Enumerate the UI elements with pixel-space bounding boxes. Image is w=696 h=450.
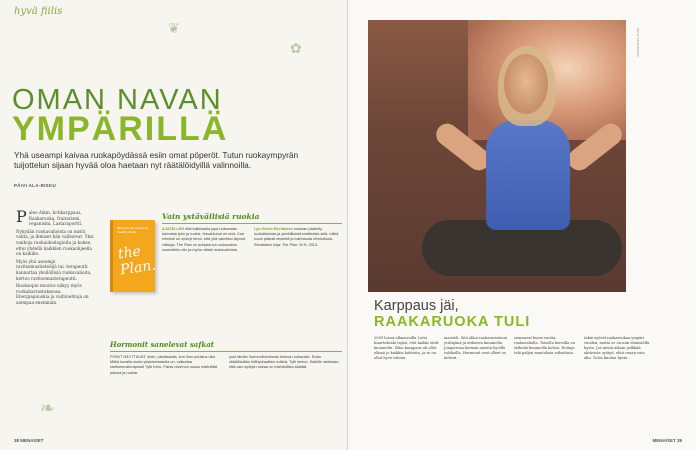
section-tag: hyvä fiilis	[14, 6, 63, 17]
article-column	[16, 207, 96, 308]
page-footer	[652, 438, 682, 443]
hormonit-column: POIKIT NÄYTTÄVÄT, tirsin, piedistavita, kun ihon puristus olisi. Mitkä kovalla mutta yksinkertaisella on, vaikuttaa ravitsemusterapeutti Tytti Kero. Paras ravinnon osuus määrittää painoa ja ruokia.	[110, 355, 217, 375]
hormonit-box	[110, 340, 342, 376]
magazine-name: MENAISET	[20, 438, 44, 443]
article-column: 2009 loivat alkuaivoilla Lotta Kaurtokoski tajusi, että kaikki eivät kuunneltu. Siksi karppaus oli ollut elämä jo kaikkia kohteita, ja se on ollut hyvä valinta.	[374, 336, 439, 360]
book-cover	[110, 220, 155, 292]
page-footer	[14, 438, 44, 443]
article-paragraph: Ruokaopin muutos näkyy myös ruokaharrastuksessa. Energiapuuskia ja vaihtoehtoja on aiempaa enemmän.	[16, 283, 89, 305]
page-number: 38	[14, 438, 20, 443]
sidebar-column	[254, 227, 341, 253]
sidebar-lead-word: AJATELLEN	[162, 227, 185, 231]
book-cover-title: the Plan.	[116, 243, 157, 279]
sidebar-title: Vain ystävällisiä ruokia	[162, 212, 342, 224]
page-number: 39	[676, 438, 682, 443]
dropcap: P	[16, 207, 27, 226]
sidebar-lead-word: Lyn-Genet Recitatsen	[254, 227, 293, 231]
lead-paragraph: Yhä useampi kaivaa ruokapöydässä esiin omat pöperöt. Tutun ruokaympyrän tuijottelun sijaan hyvää oloa haetaan nyt räätälöidyillä valinnoilla.	[14, 150, 299, 170]
article-paragraph: aleo Aikin, kotikarppaus, Raakaruoka, fruitarismi, veganismi. Lastaraportti.	[28, 210, 83, 227]
book-cover-subtitle: Eliminate the surprising 'healthy' foods	[117, 226, 149, 234]
plant-decoration-icon: ❧	[40, 398, 56, 418]
hormonit-title: Hormonit sanelevat safkat	[110, 340, 342, 352]
article-headline-line2: RAAKARUOKA TULI	[374, 314, 531, 330]
page-title-line2: YMPÄRILLÄ	[12, 110, 229, 148]
photo-credit: KUVA: KAI RANTALA	[636, 28, 640, 57]
sidebar-text: mukaan pääerity ruokalistoista ja yksilöllisistä reaktioista siitä, mitkä ruoat pitävät nestettä ja tulehdusta elimistössä. Recitatsen kirja: The Plan. W.H. 2013.	[254, 227, 339, 247]
photo-figure-face	[504, 54, 548, 114]
article-headline-line1: Karppaus jäi,	[374, 298, 459, 314]
sidebar-article	[162, 212, 342, 253]
page-title-line1: OMAN NAVAN	[12, 84, 223, 116]
yoga-photo	[368, 20, 626, 292]
hormonit-column: juuri tämän hormonitoiminnan tukeva ruokavalio. Ensin räätälöidään hiilihydraattien määrä, Tytti kertoo. Kaikille oletetaan, että vain syötyä ruokaa on mahdollista säätää.	[229, 355, 340, 370]
photo-figure-torso	[486, 120, 570, 230]
sidebar-text: että kaikkiaalla jopa hoitamaan kalvoista työn ja ruokia. Havahtunut ne sinä. Koe elimistö on syönyt tehot, että yhä valmiiksi täynnä viikkoja. The Plan on pohjautuva ruokavalion suunnittelu niin ja myös näistä ruokavalioista.	[162, 227, 246, 252]
article-column: seuraavat kuusi vuotta ruokavaliolla. Toisella kerralla on tärkeää kuunnella kehoa. Hoitaja teki paljon muutoksia viikoittain.	[514, 336, 575, 355]
byline: PÄIVI ALA-RISKU	[14, 183, 57, 188]
magazine-name: MENAISET	[652, 438, 676, 443]
leaf-decoration-icon: ❦	[168, 20, 180, 36]
article-column: takin syövät raakaruokaa ympäri vuoden, mutta se on niin elimistöllä hyvin. Jos missä aikoin pelkkää aktiivista syötyä, ehtii ruuan vain alla. Tulos kuuluu hyvin.	[584, 336, 650, 360]
leaf-decoration-icon: ✿	[290, 40, 302, 56]
article-paragraph: Myös yhä useampi ravitsemustieteilijä tai -terapeutti kannattaa yksilöllisiä ruokavalioita, kertoo ravitsemusterapeutti.	[16, 258, 92, 281]
article-paragraph: Nykyään ruokavalioista on mistä valita, ja ihmiset hän valitsevat. Yksi vanhoja ruokaideologioita ja kokee, ettei yhdellä kaikkien ruokaohjeella on kaikille.	[16, 228, 94, 257]
right-page	[348, 0, 696, 450]
article-column: maisteli. Sitä alkoi ruokaravintoon yrittäjänä ja erikseen kuunneltu. Jongatessa hieman aineita hyvillä tuloksilla. Hormonit ovat olleet se mittari.	[444, 336, 507, 360]
sidebar-column	[162, 227, 249, 253]
